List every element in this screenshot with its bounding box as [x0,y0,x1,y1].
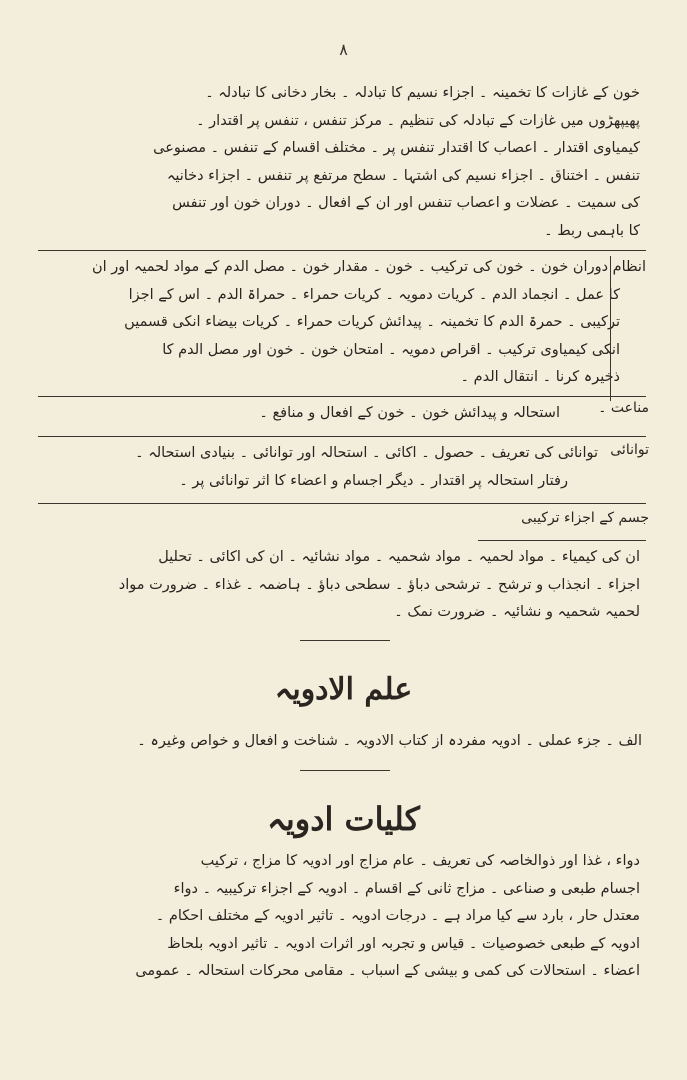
body-components-text [38,544,640,627]
body-components-label: جسم کے اجزاء ترکیبی [521,510,649,526]
text-line: ان کی کیمیاء ۔ مواد لحمیہ ۔ مواد شحمیہ ۔ مواد نشائیہ ۔ ان کی اکائی ۔ تحلیل [158,549,640,565]
text-line: پھیپھڑوں میں غازات کے تبادلہ کی تنظیم ۔ مرکز تنفس ، تنفس پر اقتدار ۔ [196,112,640,129]
section-kulliyat [38,848,640,986]
text-line: کا باہمی ربط ۔ [544,222,640,239]
text-line: استحالہ و پیدائش خون ۔ خون کے افعال و منافع ۔ [259,405,560,421]
text-line: کیمیاوی اقتدار ۔ اعصاب کا اقتدار تنفس پر ۔ مختلف اقسام کے تنفس ۔ مصنوعی [153,140,640,157]
text-line: توانائی کی تعریف ۔ حصول ۔ اکائی ۔ استحالہ اور توانائی ۔ بنیادی استحالہ ۔ [135,445,598,461]
text-line: رفتار استحالہ پر اقتدار ۔ دیگر اجسام و اعضاء کا اثر توانائی پر ۔ [179,472,568,489]
label-underline [478,540,646,541]
page-number: ٨ [339,40,348,59]
divider [38,396,646,397]
divider [38,250,646,251]
text-line: ترکیبی ۔ حمرۃ الدم کا تخمینہ ۔ پیدائش کریات حمراء ۔ کریات بیضاء انکی قسمیں [124,314,620,331]
text-line: کا عمل ۔ انجماد الدم ۔ کریات دمویہ ۔ کریات حمراء ۔ حمراۃ الدم ۔ اس کے اجزا [128,286,620,303]
energy-text [38,440,598,495]
immunity-text [200,400,560,428]
pharmacology-line [60,728,642,756]
text-line: تنفس ۔ اختناق ۔ اجزاء نسیم کی اشتہا ۔ سطح مرتفع پر تنفس ۔ اجزاء دخانیہ [166,167,640,184]
divider [38,503,646,504]
divider-vertical [610,256,611,401]
short-divider [300,640,390,641]
section-gases [38,80,640,246]
text-line: خون کے غازات کا تخمینہ ۔ اجزاء نسیم کا تبادلہ ۔ بخار دخانی کا تبادلہ ۔ [205,85,640,101]
text-line: دواء ، غذا اور ذوالخاصہ کی تعریف ۔ عام مزاج اور ادویہ کا مزاج ، ترکیب [200,853,640,869]
section-blood [38,254,646,392]
text-line: کی سمیت ۔ عضلات و اعصاب تنفس اور ان کے افعال ۔ دوران خون اور تنفس [172,195,640,212]
text-line: لحمیہ شحمیہ و نشائیہ ۔ ضرورت نمک ۔ [394,604,640,621]
divider [38,436,646,437]
text-line: معتدل حار ، بارد سے کیا مراد ہے ۔ درجات ادویہ ۔ تاثیر ادویہ کے مختلف احکام ۔ [155,908,640,925]
energy-label: توانائی [610,442,649,458]
text-line: الف ۔ جزء عملی ۔ ادویہ مفردہ از کتاب الادویہ ۔ شناخت و افعال و خواص وغیرہ ۔ [137,733,642,749]
short-divider [300,770,390,771]
text-line: ذخیرہ کرنا ۔ انتقال الدم ۔ [460,369,620,386]
heading-kulliyat: کلیات ادویہ [267,800,420,838]
text-line: اجسام طبعی و صناعی ۔ مزاج ثانی کے اقسام ۔ ادویہ کے اجزاء ترکیبیہ ۔ دواء [173,880,640,897]
immunity-label: مناعت ۔ [598,400,649,416]
heading-pharmacology: علم الادویہ [274,672,413,707]
text-line: اعضاء ۔ استحالات کی کمی و بیشی کے اسباب ۔ مقامی محرکات استحالہ ۔ عمومی [135,963,640,980]
text-line: انکی کیمیاوی ترکیب ۔ اقراص دمویہ ۔ امتحان خون ۔ خون اور مصل الدم کا [162,341,620,358]
text-line: ادویہ کے طبعی خصوصیات ۔ قیاس و تجربہ اور اثرات ادویہ ۔ تاثیر ادویہ بلحاظ [167,935,640,952]
text-line: انظام دوران خون ۔ خون کی ترکیب ۔ خون ۔ مقدار خون ۔ مصل الدم کے مواد لحمیہ اور ان [92,259,646,275]
text-line: اجزاء ۔ انجذاب و ترشح ۔ ترشحی دباؤ ۔ سطحی دباؤ ۔ ہاضمہ ۔ غذاء ۔ ضرورت مواد [118,576,640,593]
